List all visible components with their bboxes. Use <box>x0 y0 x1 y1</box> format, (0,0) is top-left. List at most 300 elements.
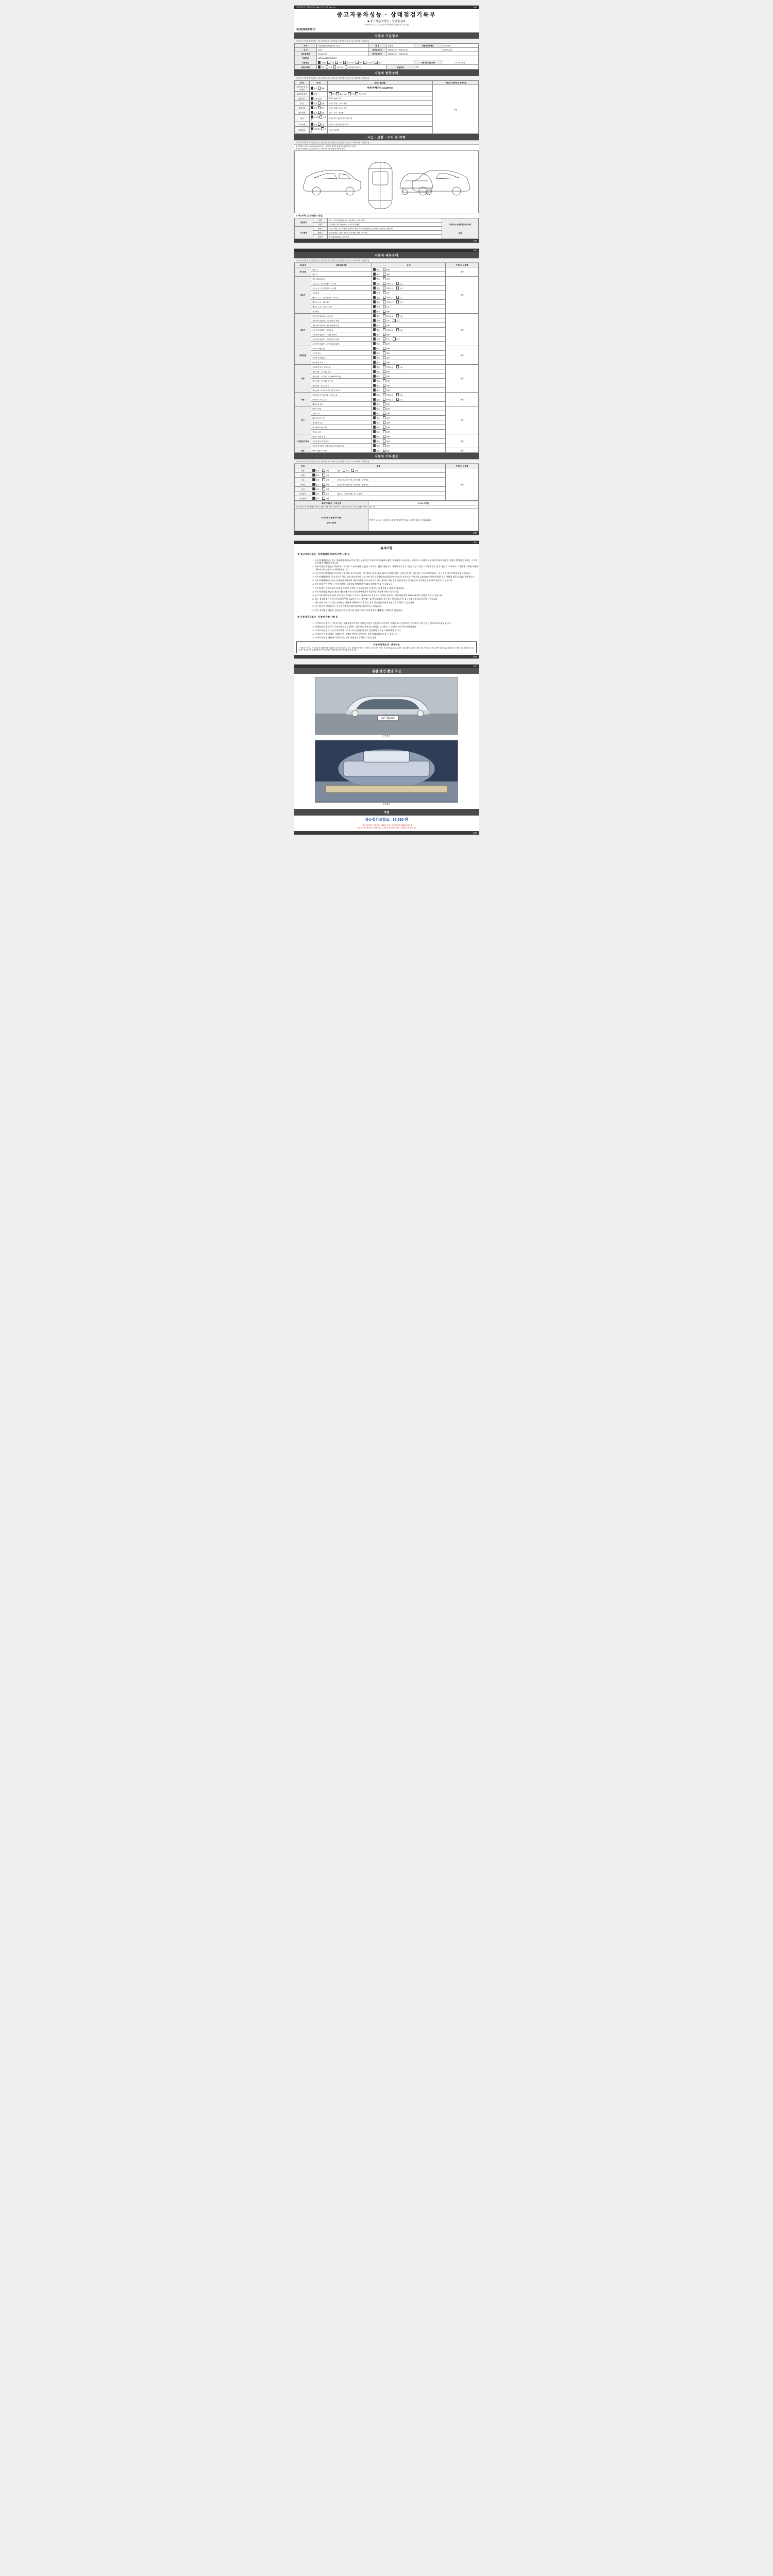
photo-under-caption: 하체 촬영 <box>383 803 390 806</box>
option-label: 없음 <box>376 283 380 285</box>
first-reg-value: 2021-02-07 <box>316 52 368 56</box>
checkbox-recall-na[interactable] <box>311 127 314 130</box>
checkbox-있음[interactable] <box>383 449 386 452</box>
checkbox-history-none[interactable] <box>311 106 314 109</box>
checkbox-양호[interactable] <box>373 324 376 327</box>
overall-state-1-0: 양호 <box>314 93 317 95</box>
checkbox-누유[interactable] <box>396 286 399 290</box>
detail-item-options[interactable] <box>372 286 445 291</box>
detail-item-label: 디퍼렌셜 기어 <box>311 360 372 365</box>
option-label: 불량 <box>386 422 390 425</box>
other-item-label: 보유상태 <box>295 496 311 501</box>
overall-state-3-0: 없음 <box>314 103 317 105</box>
detail-item-options[interactable] <box>372 425 445 430</box>
checkbox-없음[interactable] <box>373 393 376 396</box>
accident-parts-table <box>294 218 479 239</box>
checkbox-미세누유[interactable] <box>383 398 386 401</box>
checkbox-없음[interactable] <box>373 328 376 331</box>
detail-item-options[interactable] <box>372 323 445 328</box>
detail-item-options[interactable] <box>372 393 445 397</box>
checkbox-양호[interactable] <box>373 375 376 378</box>
checkbox-불량[interactable] <box>322 478 325 481</box>
detail-item-options[interactable] <box>372 397 445 402</box>
checkbox-누유[interactable] <box>396 282 399 285</box>
other-item-options[interactable] <box>311 473 446 478</box>
notice-item: 12. 이 기록부의 보관의무는 자동차매매업자에게 있으며, 보관기간은 2년입니다. <box>315 605 479 607</box>
detail-item-label: 수동변속기(M/T) - 기어변속장치 <box>311 332 372 337</box>
detail-item-options[interactable] <box>372 277 445 281</box>
detail-item-options[interactable] <box>372 355 445 360</box>
checkbox-불량[interactable] <box>383 444 386 447</box>
detail-item-options[interactable] <box>372 383 445 388</box>
checkbox-없음[interactable] <box>373 282 376 285</box>
detail-item-options[interactable] <box>372 314 445 318</box>
checkbox-양호[interactable] <box>373 435 376 438</box>
detail-group-remark: 적정 <box>445 434 478 448</box>
section-other-bar: 자동차 기타정보 <box>294 453 479 459</box>
checkbox-불량[interactable] <box>383 416 386 419</box>
detail-group-6: 전기 <box>295 406 311 434</box>
checkbox-불량[interactable] <box>383 273 386 276</box>
checkbox-불량[interactable] <box>322 487 325 490</box>
checkbox-불량[interactable] <box>322 497 325 500</box>
page3-footer: (3쪽) <box>294 655 479 658</box>
option-label: 불량 <box>386 311 390 313</box>
checkbox-불량[interactable] <box>322 473 325 477</box>
checkbox-양호[interactable] <box>373 402 376 405</box>
checkbox-양호[interactable] <box>373 388 376 392</box>
detail-item-label: 작동상태 - 파워크랭크 <box>311 383 372 388</box>
other-item-label: 기본품목 <box>295 492 311 496</box>
detail-item-options[interactable] <box>372 360 445 365</box>
option-label: 양호 <box>376 445 380 448</box>
recall-detail: 이행 / 미이행 <box>328 127 432 134</box>
checkbox-양호[interactable] <box>373 342 376 345</box>
detail-item-options[interactable] <box>372 439 445 444</box>
option-label: 양호 <box>376 278 380 281</box>
checkbox-양호[interactable] <box>312 487 315 490</box>
inspection-extra: 2020-02-06 <box>442 48 478 52</box>
checkbox-recall-yes[interactable] <box>321 127 324 130</box>
detail-group-5: 제동 <box>295 393 311 406</box>
detail-item-label: 오일누유 - 실린더 블록 / 오일팬 <box>311 286 372 291</box>
detail-row <box>295 267 479 272</box>
detail-group-remark: 적정 <box>445 448 478 453</box>
checkbox-양호[interactable] <box>373 333 376 336</box>
checkbox-부족[interactable] <box>383 319 386 322</box>
detail-item-options[interactable] <box>372 291 445 295</box>
checkbox-fuel-hybrid[interactable] <box>343 61 346 64</box>
total-title: 최종 가격조사 · 산정 금액 <box>295 501 368 505</box>
detail-item-label: 연료누출(LPG포함) <box>311 448 372 453</box>
option-label: 양호 <box>376 334 380 336</box>
checkbox-trans-cvt[interactable] <box>345 65 348 69</box>
detail-item-options[interactable] <box>372 304 445 309</box>
price-survey-box <box>296 641 477 654</box>
page-subtitle: ■ 중고자동차성능 · 상태점검부 <box>367 20 406 23</box>
checkbox-미세누수[interactable] <box>383 296 386 299</box>
detail-item-options[interactable] <box>372 448 445 453</box>
option-label: 불량 <box>325 488 329 491</box>
detail-item-options[interactable] <box>372 337 445 342</box>
checkbox-option-none[interactable] <box>311 123 314 126</box>
checkbox-불량[interactable] <box>383 351 386 354</box>
parts-desc-0: 후드, 프론트펜더(좌/우), 도어(좌/우), 트렁크리드 <box>328 218 442 223</box>
checkbox-불량[interactable] <box>383 356 386 359</box>
checkbox-누수[interactable] <box>396 296 399 299</box>
detail-item-options[interactable] <box>372 267 445 272</box>
checkbox-mileage-good[interactable] <box>311 87 314 90</box>
other-item-options[interactable] <box>311 478 446 482</box>
checkbox-양호[interactable] <box>312 473 315 477</box>
overall-state-1-4: 변조(도장) <box>358 93 366 95</box>
detail-item-options[interactable] <box>372 420 445 425</box>
detail-item-label: 냉각수 누수 - 실린더 헤드 / 가스켓 <box>311 295 372 300</box>
notice-item: 6. 성능점검 관련 분쟁 시 "자동차성능·상태점검 책임보험"에 따라 보상을 받을 수 있습니다. <box>315 583 479 585</box>
checkbox-미세누유[interactable] <box>383 393 386 396</box>
checkbox-mileage-bad[interactable] <box>318 87 321 90</box>
checkbox-양호[interactable] <box>373 416 376 419</box>
detail-item-label: 오일누유 - 실린더 헤드 / 가스켓 <box>311 281 372 286</box>
document-page-4 <box>294 664 479 835</box>
overall-item-8: 리콜대상 <box>295 127 310 134</box>
checkbox-불량[interactable] <box>383 407 386 410</box>
checkbox-없음[interactable] <box>373 286 376 290</box>
checkbox-불량[interactable] <box>383 430 386 433</box>
overall-state-2-0: 일산화탄소 <box>314 98 323 100</box>
checkbox-fuel-diesel[interactable] <box>327 61 330 64</box>
notice-head-1: ※ 중고자동차성능 · 상태점검의 보증에 관한 사항 등 <box>297 553 350 556</box>
checkbox-vin-good[interactable] <box>311 92 314 95</box>
option-label: 미세누유 <box>386 283 393 285</box>
option-label: 양호 <box>376 371 380 374</box>
detail-item-label: 작동상태 - 스티어링 기어(MDPS포함) <box>311 374 372 379</box>
checkbox-option-yes[interactable] <box>318 123 321 126</box>
notice-item: 4. 자동차매매업자는 중고자동차 성능·상태 점검내용이 다르다면 성능점검책임자(점검일로부터 30일 이내 또는 주행거리 2,000km 이내에 발생한 성능·상태에 대한 보증)를 부담합니다. <box>315 575 479 578</box>
checkbox-양호[interactable] <box>373 444 376 447</box>
detail-item-options[interactable] <box>372 416 445 420</box>
trans-opt-1: 수동 <box>329 66 332 69</box>
option-label: 양호 <box>376 422 380 425</box>
checkbox-trans-manual[interactable] <box>326 65 329 69</box>
checkbox-불량[interactable] <box>383 421 386 424</box>
notice-item: 8. 자동차관리법 제58조 제1항 제3호에 따라 자동차매매업자가 제공하는 보증에 관한 사항입니다. <box>315 590 479 593</box>
checkbox-fuel-hydrogen[interactable] <box>363 61 366 64</box>
option-label: 불량 <box>386 376 390 378</box>
grade-label: 등급분류 <box>386 65 414 70</box>
detail-item-label: 자동변속기(A/T) - 작동상태(공회전) <box>311 323 372 328</box>
checkbox-없음[interactable] <box>373 449 376 452</box>
section-detail-bar: 자동차 세부상태 <box>294 252 479 258</box>
notice-item: 9. 중고자동차의 구조·장치 등의 성능·상태를 고지하지 아니하거나 거짓으로 고지한 경우에는 자동차관리법 제80조에 따라 처벌을 받을 수 있습니다. <box>315 594 479 597</box>
type-label: 종 류 <box>368 44 386 48</box>
checkbox-부족[interactable] <box>383 291 386 294</box>
option-label: 양호 <box>376 311 380 313</box>
checkbox-tuning-none[interactable] <box>311 101 314 105</box>
checkbox-양호[interactable] <box>373 407 376 410</box>
checkbox-양호[interactable] <box>373 412 376 415</box>
checkbox-양호[interactable] <box>373 430 376 433</box>
checkbox-없음[interactable] <box>373 300 376 303</box>
checkbox-fuel-gasoline[interactable] <box>318 61 321 64</box>
checkbox-양호[interactable] <box>312 483 315 486</box>
checkbox-trans-semi[interactable] <box>333 65 337 69</box>
detail-item-options[interactable] <box>372 272 445 277</box>
section-overall-bar: 자동차 종합상태 <box>294 70 479 76</box>
checkbox-fuel-lpg[interactable] <box>335 61 338 64</box>
checkbox-누수[interactable] <box>396 300 399 303</box>
other-item-options[interactable] <box>311 487 446 492</box>
detail-item-label: 고전원전기배선 상태(피복,높이,체결상태) <box>311 444 372 448</box>
checkbox-불량[interactable] <box>383 361 386 364</box>
checkbox-불량[interactable] <box>383 310 386 313</box>
option-label: 불량 <box>325 470 329 472</box>
detail-item-options[interactable] <box>372 430 445 434</box>
detail-item-options[interactable] <box>372 444 445 448</box>
checkbox-불량[interactable] <box>383 375 386 378</box>
checkbox-불량[interactable] <box>322 469 325 472</box>
tuning-detail: 적법 / 불법 / 구조 / 장치 <box>328 101 432 106</box>
checkbox-양호[interactable] <box>373 273 376 276</box>
option-label: 미세누수 <box>386 297 393 299</box>
checkbox-미세누수[interactable] <box>383 300 386 303</box>
detail-item-options[interactable] <box>372 328 445 332</box>
checkbox-양호[interactable] <box>373 351 376 354</box>
detail-group-7: 고전원전기장치 <box>295 434 311 448</box>
option-label: 불량 <box>386 278 390 281</box>
photo-under-image <box>315 740 458 802</box>
option-label: 양호 <box>376 427 380 429</box>
section-detail-note: (가격조사·산정자 및 책임자는 중요사항 미등기시 행정처분 등을 받을 수 있으므로 성실하게 기재합니다) <box>294 258 479 263</box>
detail-item-options[interactable] <box>372 374 445 379</box>
detail-group-remark: 적정 <box>445 267 478 277</box>
other-info-table <box>294 464 479 501</box>
checkbox-color-achromatic[interactable] <box>311 115 314 118</box>
option-label: 없음 <box>376 366 380 369</box>
checkbox-불량[interactable] <box>322 483 325 486</box>
checkbox-미세누유[interactable] <box>383 314 386 317</box>
checkbox-누유[interactable] <box>396 328 399 331</box>
checkbox-양호[interactable] <box>373 421 376 424</box>
checkbox-vin-altered[interactable] <box>355 92 358 95</box>
checkbox-양호[interactable] <box>373 379 376 382</box>
checkbox-불량[interactable] <box>383 412 386 415</box>
detail-item-options[interactable] <box>372 388 445 393</box>
checkbox-양호[interactable] <box>312 497 315 500</box>
checkbox-불량[interactable] <box>383 333 386 336</box>
checkbox-누유[interactable] <box>396 398 399 401</box>
checkbox-color-chromatic[interactable] <box>320 115 323 118</box>
checkbox-과다[interactable] <box>393 337 396 341</box>
checkbox-미세누유[interactable] <box>383 365 386 368</box>
detail-item-options[interactable] <box>372 309 445 314</box>
checkbox-양호[interactable] <box>373 439 376 443</box>
checkbox-과다[interactable] <box>393 319 396 322</box>
other-item-options[interactable] <box>311 482 446 487</box>
parts-rank-3: B랭크 <box>313 231 328 235</box>
checkbox-양호[interactable] <box>373 356 376 359</box>
other-item-secondary: 운전석전 / 동반석전 / 운전석후 / 동반석후 <box>337 484 369 486</box>
checkbox-미세누유[interactable] <box>383 282 386 285</box>
accident-parts-title: 1. 사고이력 (교차/외판 A 등급) <box>296 214 323 217</box>
form-reference: 자동차관리법 시행규칙 [별지 제82호서식] <개정 2021.1.5.> <box>296 6 337 8</box>
accident-legend-1: ※ 상태표시 부호 : X (교환), W (판금 또는 용접), C (부식), A (흠집), U (요철), T (손상) <box>296 145 356 147</box>
option-label: 누유 <box>399 329 403 332</box>
checkbox-양호[interactable] <box>373 310 376 313</box>
option-label: 양호 <box>315 488 320 491</box>
checkbox-tuning-yes[interactable] <box>318 101 321 105</box>
detail-item-options[interactable] <box>372 369 445 374</box>
option-label: 양호 <box>315 498 320 500</box>
option-label: 불량 <box>355 470 358 472</box>
option-label: 양호 <box>315 474 320 477</box>
detail-item-options[interactable] <box>372 342 445 346</box>
detail-item-options[interactable] <box>372 318 445 323</box>
detail-group-remark: 적정 <box>445 365 478 393</box>
checkbox-없음[interactable] <box>373 314 376 317</box>
vin-value: KMHLM41EEPU509497 <box>316 56 478 60</box>
checkbox-적정[interactable] <box>373 291 376 294</box>
trans-opt-3: 무단변속기(CVT) <box>348 66 361 69</box>
option-label: 양호 <box>376 380 380 383</box>
notice-item: 2. 매매업자는 매수인이 가격조사·산정을 원하는 경우에만 가격조사·산정을 실시하며, 그 비용은 매수인이 부담합니다. <box>315 625 479 628</box>
basic-info-table: 차 명 아반떼(AVANTE) (세단 2열급 ) 종 류 승용차 자동차등록번호 32기4869 연 식 2023 검사유효기간 2020-02-07 ~ 2028-02-06 2020-02-06 최초등록일 2021-02-07 검사유효기간 2020-02-07 ~ 2028-02-06 차대번호 KMHLM41EEPU509497 사용연료 가솔린 디젤 LPG 하이브리드 전기 수소전기 기타 주행거리 기준가액 0 0 0 0 0 만원 변속기종류 자동 수동 세미오토 무단변속기(CVT) 등급분류 G/M <box>294 43 479 70</box>
photo-front-image <box>315 677 458 734</box>
detail-item-options[interactable] <box>372 411 445 416</box>
detail-item-options[interactable] <box>372 434 445 439</box>
checkbox-없음[interactable] <box>322 492 325 495</box>
checkbox-누유[interactable] <box>396 393 399 396</box>
accident-remark-value: 적정 <box>458 232 462 234</box>
photos-title: 점검 장면 촬영 사진 <box>294 668 479 674</box>
checkbox-불량[interactable] <box>383 347 386 350</box>
detail-item-options[interactable] <box>372 281 445 286</box>
checkbox-불량[interactable] <box>383 379 386 382</box>
detail-item-options[interactable] <box>372 402 445 406</box>
trans-options[interactable] <box>318 65 385 69</box>
checkbox-미세누유[interactable] <box>383 328 386 331</box>
detail-item-label: 클러치 어셈블리 <box>311 346 372 351</box>
other-item-options[interactable] <box>311 492 446 496</box>
detail-item-label: 냉각수 누수 - 워터펌프 <box>311 300 372 304</box>
checkbox-적정[interactable] <box>373 305 376 308</box>
detail-col-0: 주요장치 <box>295 263 311 267</box>
checkbox-불량[interactable] <box>383 324 386 327</box>
checkbox-양호[interactable] <box>373 384 376 387</box>
fuel-options[interactable] <box>318 61 413 64</box>
checkbox-없음[interactable] <box>373 398 376 401</box>
detail-item-options[interactable] <box>372 300 445 304</box>
option-label: 누유 <box>399 399 403 401</box>
checkbox-불량[interactable] <box>383 435 386 438</box>
checkbox-history-yes[interactable] <box>318 106 321 109</box>
checkbox-양호[interactable] <box>312 478 315 481</box>
detail-item-label: 작동상태 - 스티어링 조인트 <box>311 379 372 383</box>
checkbox-fuel-etc[interactable] <box>375 61 378 64</box>
detail-item-options[interactable] <box>372 365 445 369</box>
checkbox-불량[interactable] <box>383 388 386 392</box>
checkbox-양호[interactable] <box>373 277 376 280</box>
option-label: 누유 <box>399 366 403 369</box>
detail-item-options[interactable] <box>372 332 445 337</box>
checkbox-적정[interactable] <box>373 319 376 322</box>
checkbox-불량[interactable] <box>383 370 386 373</box>
option-label: 누유 <box>399 283 403 285</box>
checkbox-양호[interactable] <box>373 347 376 350</box>
overall-state-6-0: 무채색 <box>314 116 319 118</box>
checkbox-vin-corrosion[interactable] <box>329 92 332 95</box>
other-item-options[interactable] <box>311 496 446 501</box>
checkbox-emission-co[interactable] <box>311 97 314 100</box>
detail-row <box>295 434 479 439</box>
detail-item-label: 오일유량 <box>311 291 372 295</box>
checkbox-양호[interactable] <box>373 370 376 373</box>
detail-item-options[interactable] <box>372 295 445 300</box>
checkbox-불량[interactable] <box>351 469 355 472</box>
fuel-opt-6: 기타 <box>378 62 382 64</box>
checkbox-누유[interactable] <box>396 314 399 317</box>
overall-item-3: 튜닝 <box>295 101 310 106</box>
parts-desc-2: 프론트패널, 크로스멤버, 인사이드패널, 사이드멤버(좌/우), 휠하우스(좌/우), 대쉬패널 <box>328 227 442 231</box>
checkbox-있음[interactable] <box>312 492 315 495</box>
checkbox-없음[interactable] <box>373 296 376 299</box>
checkbox-누유[interactable] <box>396 365 399 368</box>
checkbox-양호[interactable] <box>373 268 376 271</box>
checkbox-없음[interactable] <box>373 365 376 368</box>
document-page-1 <box>294 5 479 243</box>
checkbox-vin-damage[interactable] <box>336 92 339 95</box>
checkbox-usechange-none[interactable] <box>311 111 314 114</box>
checkbox-양호[interactable] <box>373 361 376 364</box>
usechange-detail: 렌트 / 리스 / 영업용 <box>328 110 432 115</box>
checkbox-fuel-ev[interactable] <box>356 61 359 64</box>
checkbox-적정[interactable] <box>373 337 376 341</box>
checkbox-불량[interactable] <box>383 342 386 345</box>
document-page-2 <box>294 248 479 535</box>
checkbox-부족[interactable] <box>383 337 386 341</box>
notice-list-2 <box>294 622 479 639</box>
checkbox-양호[interactable] <box>373 426 376 429</box>
detail-item-label: 브레이크 오일 누유 <box>311 397 372 402</box>
checkbox-usechange-yes[interactable] <box>318 111 321 114</box>
detail-item-label: 동력조향 작동 오일 누유 <box>311 365 372 369</box>
checkbox-양호[interactable] <box>343 469 346 472</box>
fuel-opt-3: 하이브리드 <box>346 62 355 64</box>
checkbox-불량[interactable] <box>383 277 386 280</box>
checkbox-부족[interactable] <box>383 305 386 308</box>
option-label: 적정 <box>376 338 380 341</box>
checkbox-불량[interactable] <box>383 384 386 387</box>
checkbox-불량[interactable] <box>383 268 386 271</box>
other-item-options[interactable] <box>311 468 446 473</box>
detail-item-options[interactable] <box>372 351 445 355</box>
detail-item-options[interactable] <box>372 406 445 411</box>
detail-item-options[interactable] <box>372 346 445 351</box>
checkbox-미세누유[interactable] <box>383 286 386 290</box>
checkbox-양호[interactable] <box>312 469 315 472</box>
notice-item: 3. 가격조사·산정자는 중고자동차의 가격을 조사·산정함에 있어 성실하게 업무를 수행하여야 합니다. <box>315 629 479 632</box>
detail-item-options[interactable] <box>372 379 445 383</box>
checkbox-vin-different[interactable] <box>348 92 351 95</box>
checkbox-불량[interactable] <box>383 402 386 405</box>
notice-item: 4. 가격조사·산정 금액은 거래당시의 시세를 반영한 금액이며, 실제 거래금액과 다를 수 있습니다. <box>315 633 479 635</box>
overall-state-6-1: 유채색 <box>310 116 326 121</box>
detail-item-label: 자동변속기(A/T) - 오일유량 및 상태 <box>311 318 372 323</box>
option-label: 불량 <box>386 417 390 420</box>
checkbox-불량[interactable] <box>383 439 386 443</box>
checkbox-불량[interactable] <box>383 426 386 429</box>
checkbox-trans-auto[interactable] <box>318 65 321 69</box>
